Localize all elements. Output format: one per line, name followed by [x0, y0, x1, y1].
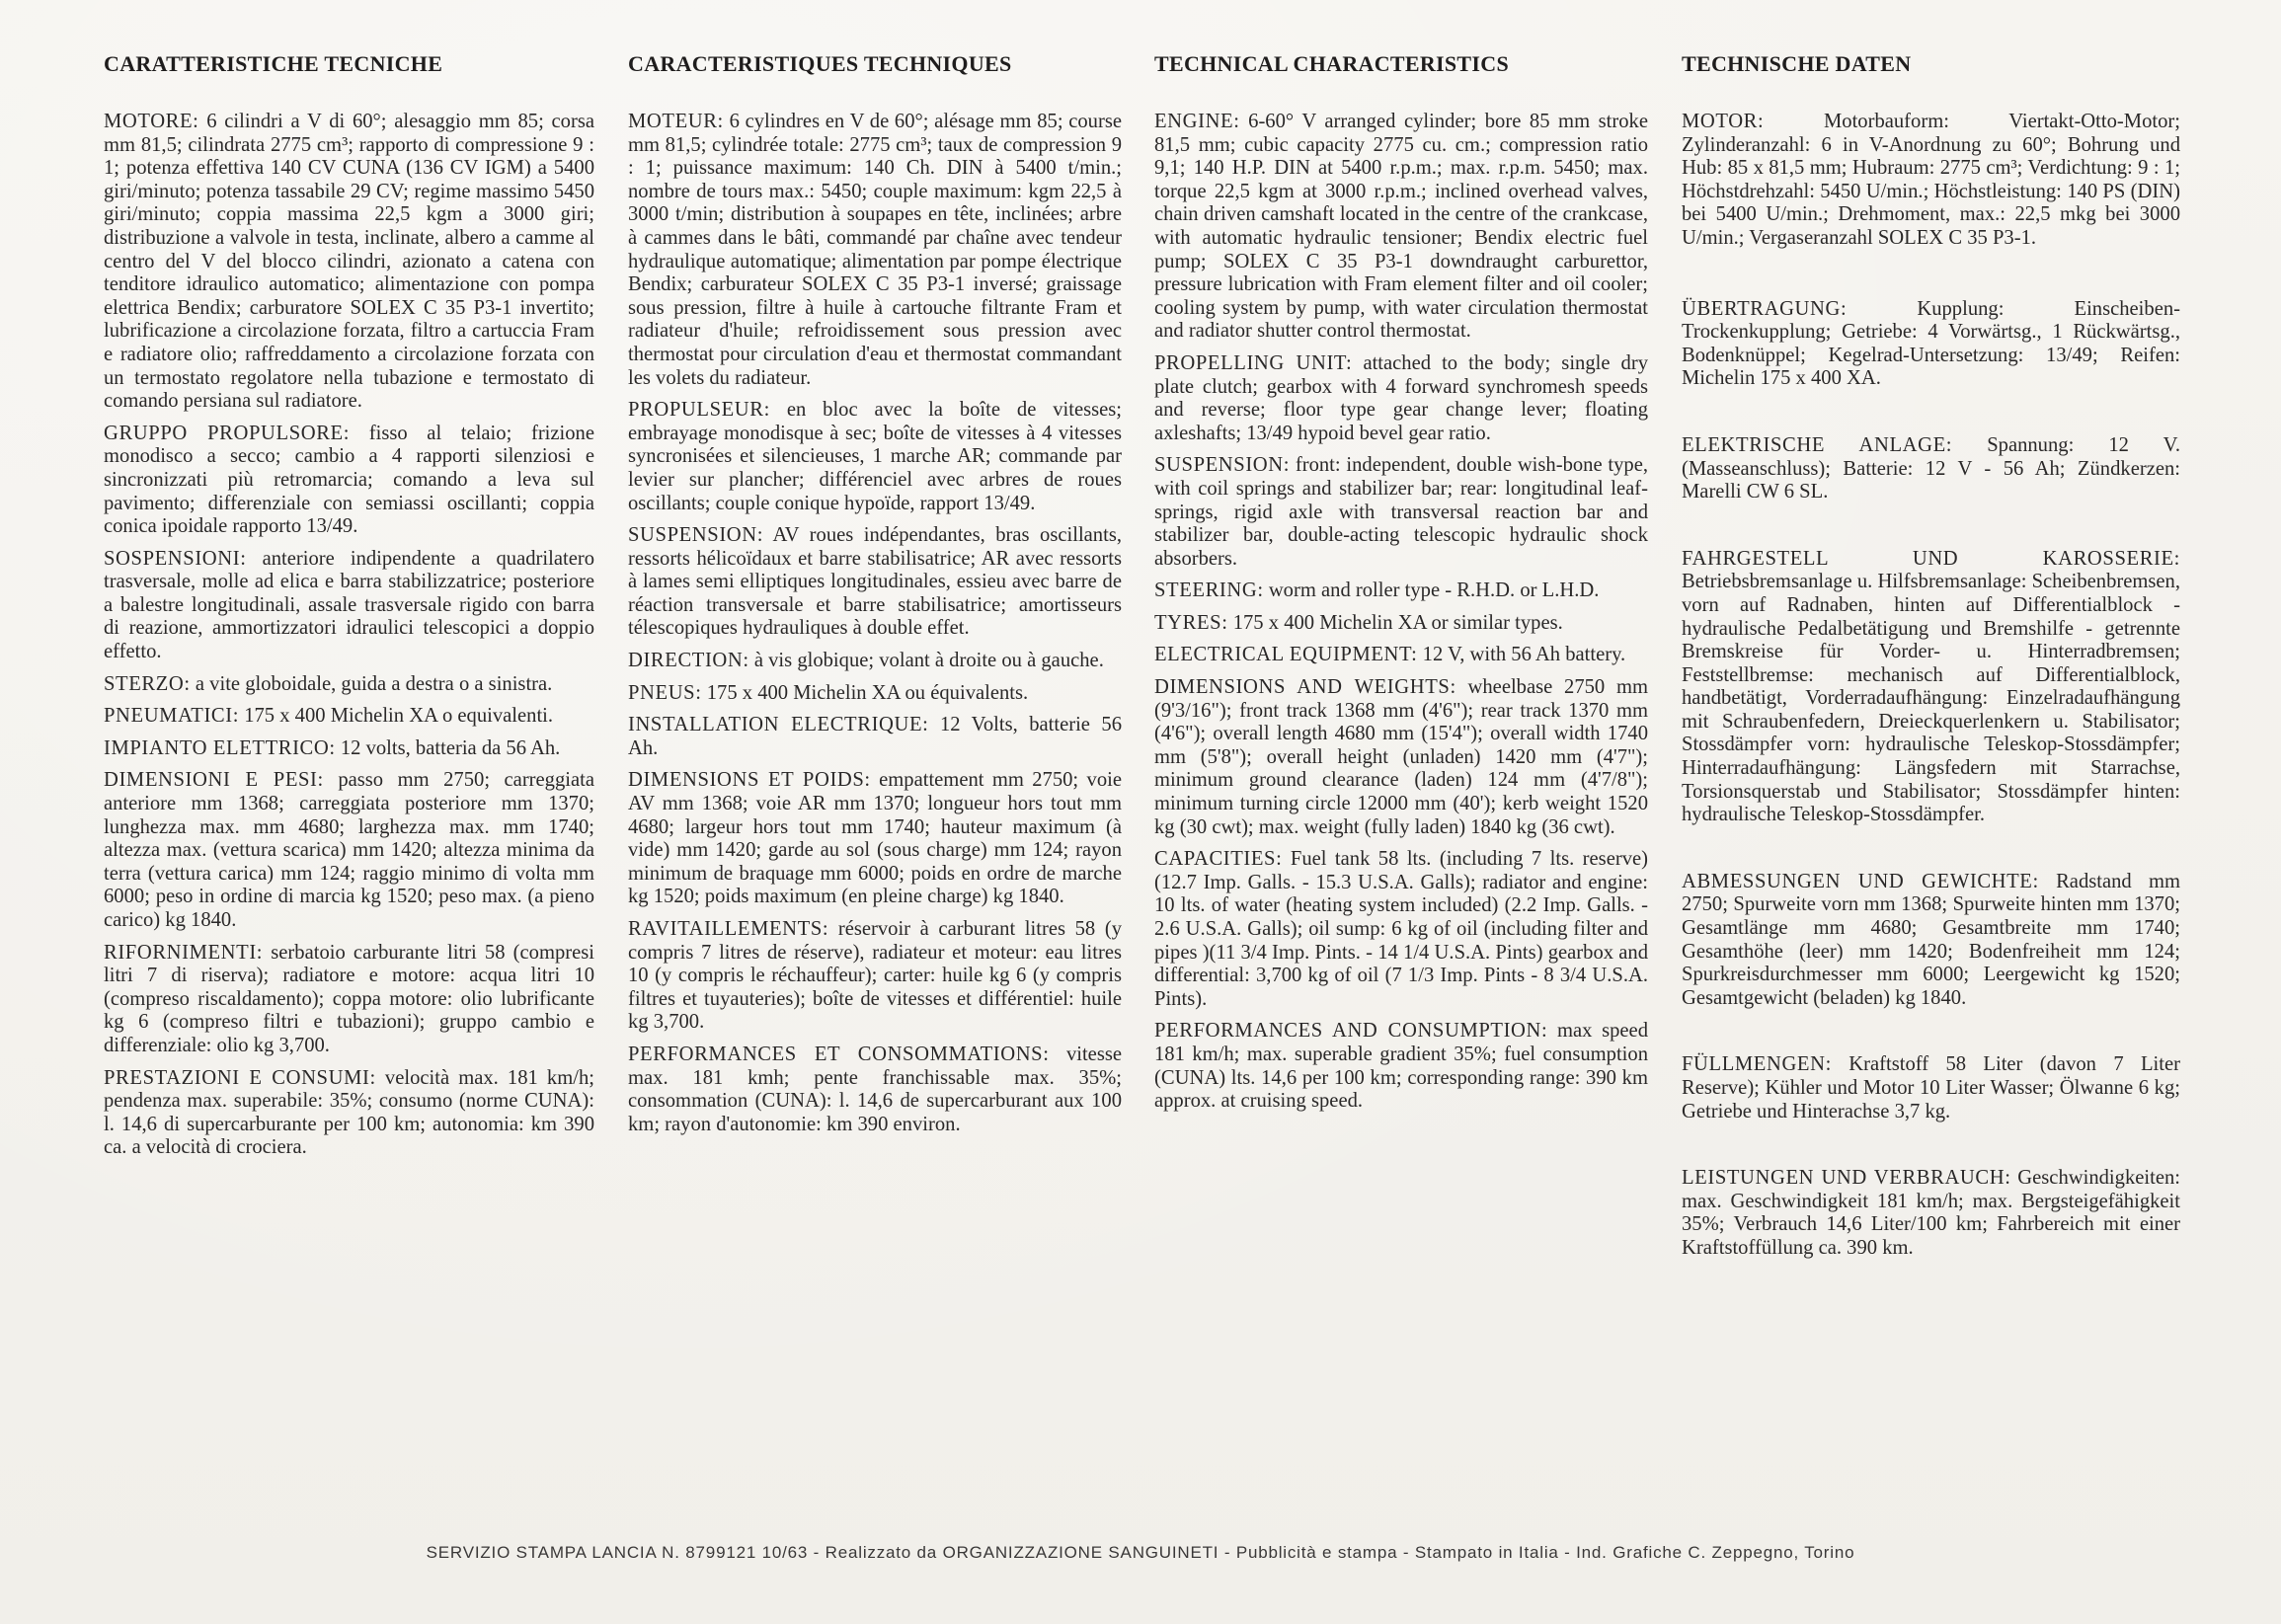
spec-section — [1682, 298, 2180, 391]
spec-section — [628, 714, 1122, 760]
section-title: ENGINE: — [1154, 111, 1240, 132]
spec-section — [1154, 848, 1648, 1011]
section-text: Geschwindigkeiten: max. Geschwindigkeit 181 km/h; max. Bergsteigefähigkeit 35%; Verbrauch 14,6 Liter/100 km; Fahrbereich mit einer Kraftstoffüllung ca. 390 km. — [1682, 1167, 2180, 1259]
section-title: ELEKTRISCHE ANLAGE: — [1682, 433, 1953, 456]
print-credits-footer: SERVIZIO STAMPA LANCIA N. 8799121 10/63 - Realizzato da ORGANIZZAZIONE SANGUINETI - Pubblicità e stampa - Stampato in Italia - Ind. Grafiche C. Zeppegno, Torino — [426, 1543, 1855, 1562]
spec-section — [1154, 1020, 1648, 1113]
spec-section — [1682, 871, 2180, 1011]
spec-section — [104, 769, 594, 932]
section-text: empattement mm 2750; voie AV mm 1368; voie AR mm 1370; longueur hors tout mm 4680; largeur hors tout mm 1740; hauteur maximum (à vide) mm 1420; garde au sol (sous charge) mm 124; rayon minimum de braquage mm 6000; poids en ordre de marche kg 1520; poids maximum (en pleine charge) kg 1840. — [628, 769, 1122, 908]
section-text: 6-60° V arranged cylinder; bore 85 mm stroke 81,5 mm; cubic capacity 2775 cu. cm.; compression ratio 9,1; 140 H.P. DIN at 5400 r.p.m.; max. r.p.m. 5450; max. torque 22,5 kgm at 3000 r.p.m.; inclined overhead valves, chain driven camshaft located in the centre of the crankcase, with automatic hydraulic tensioner; Bendix electric fuel pump; SOLEX C 35 P3-1 downdraught carburettor, pressure lubrication with Fram element filter and oil cooler; cooling system by pump, with water circulation thermostat and radiator shutter control thermostat. — [1154, 111, 1648, 343]
section-title: ELECTRICAL EQUIPMENT: — [1154, 644, 1418, 666]
section-title: STERZO: — [104, 672, 191, 695]
section-title: MOTEUR: — [628, 111, 724, 132]
section-title: ÜBERTRAGUNG: — [1682, 297, 1848, 320]
section-text: en bloc avec la boîte de vitesses; embrayage monodisque à sec; boîte de vitesses à 4 vitesses syncronisées et silencieuses, 1 marche AR; commande par levier sur plancher; différenciel avec arbres de roues oscillants; couple conique hypoïde, rapport 13/49. — [628, 399, 1122, 514]
column-german — [1682, 51, 2180, 1304]
section-text: AV roues indépendantes, bras oscillants, ressorts hélicoïdaux et barre stabilisatrice; AR avec ressorts à lames semi elliptiques longitudinales, essieu avec barre de réaction transversale et barre stabilisatrice; amortisseurs télescopiques hydrauliques à double effet. — [628, 524, 1122, 640]
section-title: IMPIANTO ELETTRICO: — [104, 736, 336, 759]
section-text: passo mm 2750; carreggiata anteriore mm 1368; carreggiata posteriore mm 1370; lunghezza max. mm 4680; larghezza max. mm 1740; altezza max. (vettura scarica) mm 1420; altezza minima da terra (vettura carica) mm 124; raggio minimo di volta mm 6000; peso in ordine di marcia kg 1520; peso max. (a pieno carico) kg 1840. — [104, 769, 594, 931]
spec-section — [1682, 548, 2180, 827]
column-heading: TECHNISCHE DATEN — [1682, 51, 1912, 76]
spec-section — [1682, 434, 2180, 504]
spec-section — [1682, 1167, 2180, 1260]
section-text: worm and roller type - R.H.D. or L.H.D. — [1268, 580, 1600, 602]
section-text: serbatoio carburante litri 58 (compresi litri 7 di riserva); radiatore e motore: acqua litri 10 (compreso riscaldamento); coppa motore: olio lubrificante kg 6 (compreso filtri e tubazioni); gruppo cambio e differenziale: olio kg 3,700. — [104, 941, 594, 1056]
section-text: a vite globoidale, guida a destra o a sinistra. — [195, 672, 553, 695]
spec-section — [1154, 644, 1648, 667]
spec-section — [1154, 352, 1648, 445]
section-text: vitesse max. 181 kmh; pente franchissable max. 35%; consommation (CUNA): l. 14,6 de supercarburant aux 100 km; rayon d'autonomie: km 390 environ. — [628, 1043, 1122, 1135]
section-title: FAHRGESTELL UND KAROSSERIE: — [1682, 547, 2180, 570]
spec-section — [104, 1067, 594, 1160]
section-title: DIMENSIONI E PESI: — [104, 769, 324, 792]
section-title: MOTORE: — [104, 111, 199, 132]
section-text: 6 cilindri a V di 60°; alesaggio mm 85; corsa mm 81,5; cilindrata 2775 cm³; rapporto di compressione 9 : 1; potenza effettiva 140 CV CUNA (136 CV IGM) a 5400 giri/minuto; potenza tassabile 29 CV; regime massimo 5450 giri/minuto; coppia massima 22,5 kgm a 3000 giri; distribuzione a valvole in testa, inclinate, albero a camme al centro del V del blocco cilindri, azionato a catena con tenditore idraulico automatico; alimentazione con pompa elettrica Bendix; carburatore SOLEX C 35 P3-1 invertito; lubrificazione a circolazione forzata, filtro a cartuccia Fram e radiatore olio; raffreddamento a circolazione forzata con un termostato regolatore nella tubazione e termostato di comando persiana sul radiatore. — [104, 111, 594, 413]
section-text: Kraftstoff 58 Liter (davon 7 Liter Reserve); Kühler und Motor 10 Liter Wasser; Ölwanne 6 kg; Getriebe und Hinterachse 3,7 kg. — [1682, 1053, 2180, 1122]
section-text: 6 cylindres en V de 60°; alésage mm 85; course mm 81,5; cylindrée totale: 2775 cm³; taux de compression 9 : 1; puissance maximum: 140 Ch. DIN à 5400 t/min.; nombre de tours max.: 5450; couple maximum: kgm 22,5 à 3000 t/min; distribution à soupapes en tête, inclinées; arbre à cammes dans le bâti, commandé par chaîne avec tendeur hydraulique automatique; alimentation par pompe électrique Bendix; carburateur SOLEX C 35 P3-1 inversé; graissage sous pression, filtre à huile à cartouche filtrante Fram et radiateur d'huile; refroidissement sous pression avec thermostat pour circulation d'eau et thermostat commandant les volets du radiateur. — [628, 111, 1122, 389]
spec-section — [1682, 1053, 2180, 1123]
spec-section — [1154, 111, 1648, 344]
section-title: SUSPENSION: — [1154, 454, 1291, 477]
section-text: 12 Volts, batterie 56 Ah. — [628, 714, 1122, 759]
section-text: velocità max. 181 km/h; pendenza max. superabile: 35%; consumo (norme CUNA): l. 14,6 di supercarburante per 100 km; autonomia: km 390 ca. a velocità di crociera. — [104, 1066, 594, 1159]
section-text: Betriebsbremsanlage u. Hilfsbremsanlage: Scheibenbremsen, vorn auf Radnaben, hinten auf Differentialblock - hydraulische Pedalbetätigung und Bremshilfe - getrennte Bremskreise für Vorder- u. Hinterradbremsen; Feststellbremse: mechanisch auf Differentialblock, handbetätigt, Vorderradaufhängung: Einzelradaufhängung mit Schraubenfedern, Dreieckquerlenkern u. Stabilisator; Stossdämpfer vorn: hydraulische Teleskop-Stossdämpfer; Hinterradaufhängung: Längsfedern mit Starrachse, Torsionsquerstab und Stabilisator; Stossdämpfer hinten: hydraulische Teleskop-Stossdämpfer. — [1682, 571, 2180, 826]
section-text: 12 volts, batteria da 56 Ah. — [340, 736, 561, 759]
spec-section — [104, 705, 594, 729]
spec-section — [104, 548, 594, 664]
section-text: attached to the body; single dry plate clutch; gearbox with 4 forward synchromesh speeds and reverse; floor type gear change lever; floating axleshafts; 13/49 hypoid bevel gear ratio. — [1154, 351, 1648, 444]
spec-section — [628, 111, 1122, 390]
spec-section — [104, 942, 594, 1058]
section-title: RIFORNIMENTI: — [104, 941, 264, 964]
spec-section — [1154, 454, 1648, 571]
spec-section — [628, 650, 1122, 673]
spec-section — [628, 1044, 1122, 1136]
spec-section — [1154, 676, 1648, 839]
spec-section — [1154, 612, 1648, 636]
section-text: à vis globique; volant à droite ou à gauche. — [753, 650, 1104, 672]
spec-section — [628, 918, 1122, 1035]
section-title: MOTOR: — [1682, 111, 1765, 132]
section-text: anteriore indipendente a quadrilatero trasversale, molle ad elica e barra stabilizzatrice; posteriore a balestre longitudinali, assale trasversale rigido con barra di reazione, ammortizzatori idraulici telescopici a doppio effetto. — [104, 547, 594, 663]
section-title: DIMENSIONS AND WEIGHTS: — [1154, 676, 1456, 699]
section-text: réservoir à carburant litres 58 (y compris 7 litres de réserve), radiateur et moteur: eau litres 10 (y compris le réchauffeur); carter: huile kg 6 (y compris filtres et tuyauteries); boîte de vitesses et différentiel: huile kg 3,700. — [628, 918, 1122, 1034]
section-text: Motorbauform: Viertakt-Otto-Motor; Zylinderanzahl: 6 in V-Anordnung zu 60°; Bohrung und Hub: 85 x 81,5 mm; Hubraum: 2775 cm³; Verdichtung: 9 : 1; Höchstdrehzahl: 5450 U/min.; Höchstleistung: 140 PS (DIN) bei 5400 U/min.; Drehmoment, max.: 22,5 mkg bei 3000 U/min.; Vergaseranzahl SOLEX C 35 P3-1. — [1682, 111, 2180, 249]
section-title: ABMESSUNGEN UND GEWICHTE: — [1682, 870, 2039, 892]
section-title: STEERING: — [1154, 580, 1264, 602]
section-text: 175 x 400 Michelin XA or similar types. — [1232, 611, 1563, 634]
section-text: 175 x 400 Michelin XA ou équivalents. — [706, 681, 1029, 704]
section-text: fisso al telaio; frizione monodisco a secco; cambio a 4 rapporti silenziosi e sincronizzati più retromarcia; comando a leva sul pavimento; differenziale con semiassi oscillanti; coppia conica ipoidale rapporto 13/49. — [104, 422, 594, 538]
section-title: DIRECTION: — [628, 650, 749, 672]
section-text: Kupplung: Einscheiben-Trockenkupplung; Getriebe: 4 Vorwärtsg., 1 Rückwärtsg., Bodenknüppel; Kegelrad-Untersetzung: 13/49; Reifen: Michelin 175 x 400 XA. — [1682, 297, 2180, 390]
section-title: CAPACITIES: — [1154, 848, 1283, 871]
column-heading: TECHNICAL CHARACTERISTICS — [1154, 51, 1509, 76]
column-english — [1154, 51, 1648, 1122]
section-title: GRUPPO PROPULSORE: — [104, 422, 351, 444]
spec-section — [104, 673, 594, 697]
section-title: LEISTUNGEN UND VERBRAUCH: — [1682, 1167, 2011, 1190]
spec-section — [628, 399, 1122, 515]
column-french — [628, 51, 1122, 1145]
column-italian — [104, 51, 594, 1169]
section-title: SOSPENSIONI: — [104, 547, 247, 570]
spec-section — [104, 423, 594, 539]
section-title: PROPULSEUR: — [628, 399, 770, 422]
section-title: INSTALLATION ELECTRIQUE: — [628, 714, 929, 736]
section-title: PNEUS: — [628, 681, 702, 704]
spec-section — [104, 737, 594, 761]
section-text: wheelbase 2750 mm (9'3/16"); front track 1368 mm (4'6"); rear track 1370 mm (4'6"); overall length 4680 mm (15'4"); overall width 1740 mm (5'8"); overall height (unladen) 1420 mm (4'7"); minimum ground clearance (laden) 124 mm (4'7/8"); minimum turning circle 12000 mm (40'); kerb weight 1520 kg (30 cwt); max. weight (fully laden) 1840 kg (36 cwt). — [1154, 676, 1648, 838]
section-text: Radstand mm 2750; Spurweite vorn mm 1368; Spurweite hinten mm 1370; Gesamtlänge mm 4680; Gesamtbreite mm 1740; Gesamthöhe (leer) mm 1420; Bodenfreiheit mm 124; Spurkreisdurchmesser mm 6000; Leergewicht kg 1520; Gesamtgewicht (beladen) kg 1840. — [1682, 870, 2180, 1009]
spec-section — [1154, 580, 1648, 603]
section-text: Fuel tank 58 lts. (including 7 lts. reserve) (12.7 Imp. Galls. - 15.3 U.S.A. Galls); radiator and engine: 10 lts. of water (heating system included) (2.2 Imp. Galls. - 2.6 U.S.A. Galls); oil sump: 6 kg of oil (including filter and pipes )(11 3/4 Imp. Pints. - 14 1/4 U.S.A. Pints) gearbox and differential: 3,700 kg of oil (7 1/3 Imp. Pints - 8 3/4 U.S.A. Pints). — [1154, 848, 1648, 1010]
section-title: RAVITAILLEMENTS: — [628, 918, 829, 940]
section-title: PNEUMATICI: — [104, 705, 240, 728]
spec-section — [1682, 111, 2180, 251]
section-title: DIMENSIONS ET POIDS: — [628, 769, 871, 792]
section-title: PERFORMANCES AND CONSUMPTION: — [1154, 1020, 1548, 1043]
section-text: max speed 181 km/h; max. superable gradient 35%; fuel consumption (CUNA) lts. 14,6 per 100 km; corresponding range: 390 km approx. at cruising speed. — [1154, 1020, 1648, 1113]
section-title: PERFORMANCES ET CONSOMMATIONS: — [628, 1043, 1050, 1065]
spec-section — [104, 111, 594, 414]
spec-section — [628, 524, 1122, 641]
column-heading: CARATTERISTICHE TECNICHE — [104, 51, 443, 76]
section-title: PROPELLING UNIT: — [1154, 351, 1353, 374]
section-title: SUSPENSION: — [628, 524, 764, 547]
section-title: PRESTAZIONI E CONSUMI: — [104, 1066, 376, 1089]
section-text: Spannung: 12 V. (Masseanschluss); Batterie: 12 V - 56 Ah; Zündkerzen: Marelli CW 6 SL. — [1682, 433, 2180, 503]
column-heading: CARACTERISTIQUES TECHNIQUES — [628, 51, 1012, 76]
section-title: FÜLLMENGEN: — [1682, 1053, 1832, 1076]
section-text: front: independent, double wish-bone type, with coil springs and stabilizer bar; rear: longitudinal leaf-springs, rigid axle with transversal reaction bar and stabilizer bar, double-acting telescopic hydraulic shock absorbers. — [1154, 454, 1648, 570]
spec-section — [628, 682, 1122, 706]
section-title: TYRES: — [1154, 611, 1228, 634]
section-text: 12 V, with 56 Ah battery. — [1422, 644, 1626, 666]
section-text: 175 x 400 Michelin XA o equivalenti. — [244, 705, 554, 728]
spec-section — [628, 769, 1122, 909]
